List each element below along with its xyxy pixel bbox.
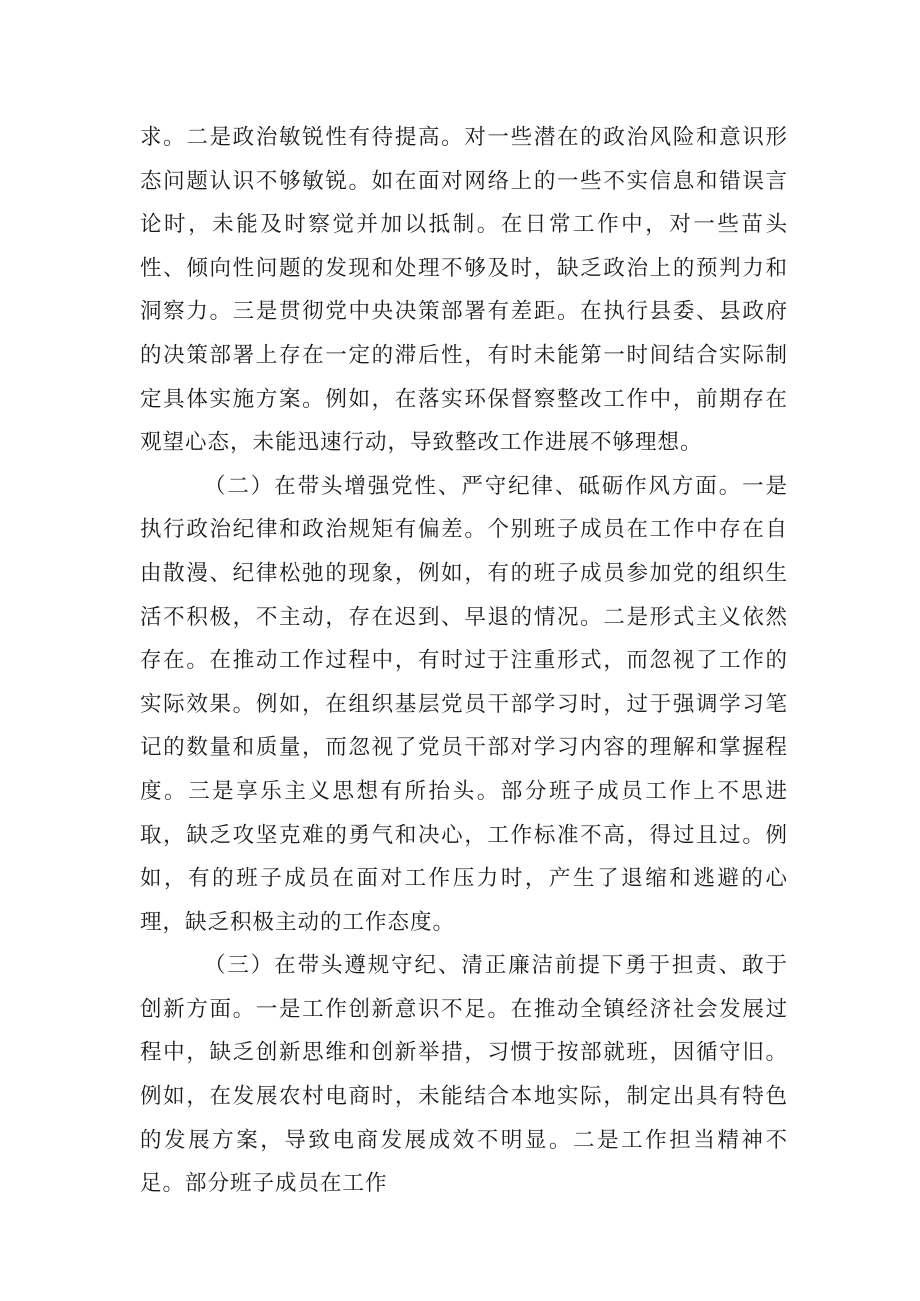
document-body bbox=[140, 116, 788, 1206]
paragraph-1: 求。二是政治敏锐性有待提高。对一些潜在的政治风险和意识形态问题认识不够敏锐。如在面对网络上的一些不实信息和错误言论时，未能及时察觉并加以抵制。在日常工作中，对一些苗头性、倾向性问题的发现和处理不够及时，缺乏政治上的预判力和洞察力。三是贯彻党中央决策部署有差距。在执行县委、县政府的决策部署上存在一定的滞后性，有时未能第一时间结合实际制定具体实施方案。例如，在落实环保督察整改工作中，前期存在观望心态，未能迅速行动，导致整改工作进展不够理想。 bbox=[140, 125, 788, 456]
paragraph-3: （三）在带头遵规守纪、清正廉洁前提下勇于担责、敢于创新方面。一是工作创新意识不足。在推动全镇经济社会发展过程中，缺乏创新思维和创新举措，习惯于按部就班，因循守旧。例如，在发展农村电商时，未能结合本地实际，制定出具有特色的发展方案，导致电商发展成效不明显。二是工作担当精神不足。部分班子成员在工作 bbox=[140, 953, 788, 1197]
paragraph-2: （二）在带头增强党性、严守纪律、砥砺作风方面。一是执行政治纪律和政治规矩有偏差。个别班子成员在工作中存在自由散漫、纪律松弛的现象，例如，有的班子成员参加党的组织生活不积极，不主动，存在迟到、早退的情况。二是形式主义依然存在。在推动工作过程中，有时过于注重形式，而忽视了工作的实际效果。例如，在组织基层党员干部学习时，过于强调学习笔记的数量和质量，而忽视了党员干部对学习内容的理解和掌握程度。三是享乐主义思想有所抬头。部分班子成员工作上不思进取，缺乏攻坚克难的勇气和决心，工作标准不高，得过且过。例如，有的班子成员在面对工作压力时，产生了退缩和逃避的心理，缺乏积极主动的工作态度。 bbox=[140, 473, 788, 935]
